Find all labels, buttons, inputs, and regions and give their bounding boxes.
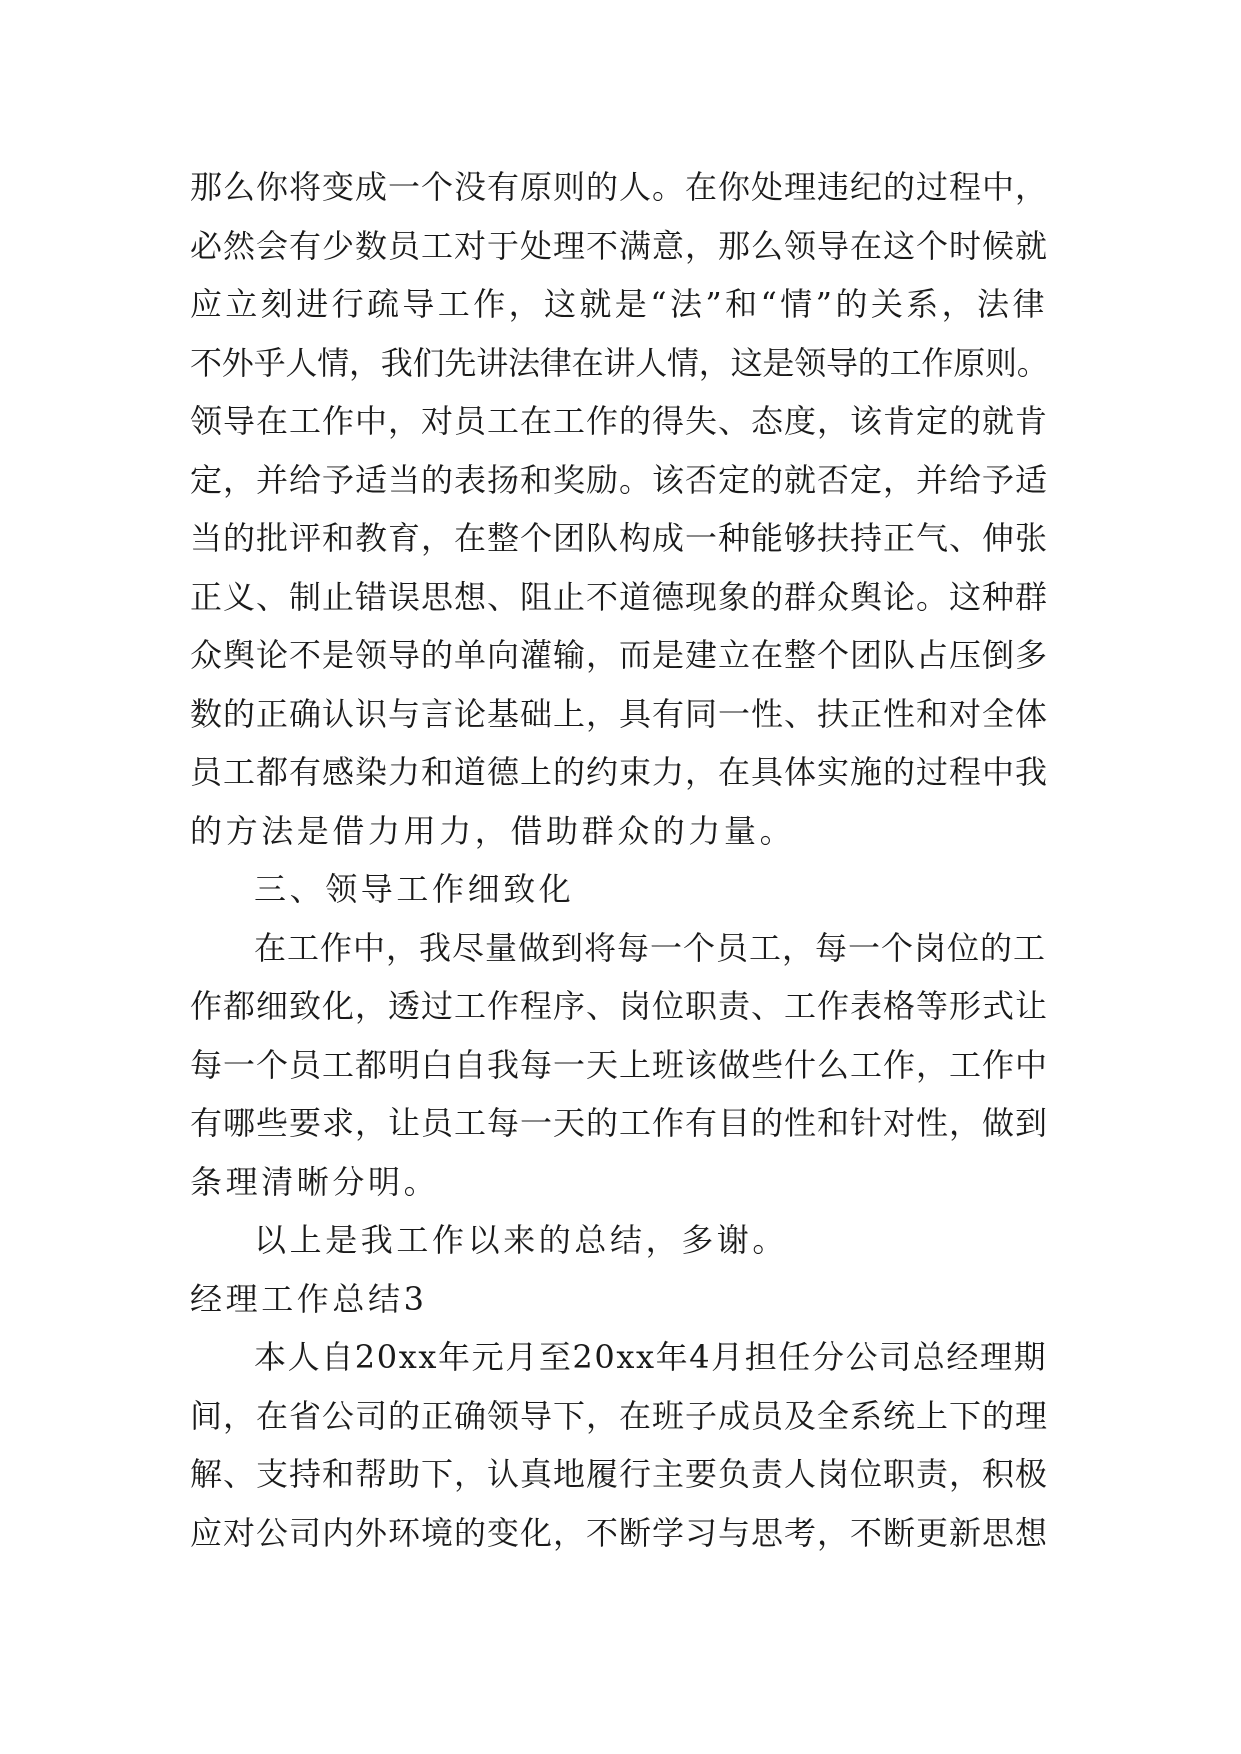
text-line: 数的正确认识与言论基础上，具有同一性、扶正性和对全体 bbox=[190, 694, 1049, 733]
section-heading: 三、领导工作细致化 bbox=[254, 870, 575, 908]
text-line: 条理清晰分明。 bbox=[190, 1162, 440, 1201]
text-line: 众舆论不是领导的单向灌输，而是建立在整个团队占压倒多 bbox=[190, 636, 1049, 674]
text-line: 有哪些要求，让员工每一天的工作有目的性和针对性，做到 bbox=[190, 1104, 1049, 1142]
text-line: 员工都有感染力和道德上的约束力，在具体实施的过程中我 bbox=[190, 753, 1049, 791]
text-line: 每一个员工都明白自我每一天上班该做些什么工作，工作中 bbox=[190, 1045, 1049, 1084]
text-line: 间，在省公司的正确领导下，在班子成员及全系统上下的理 bbox=[190, 1396, 1049, 1435]
text-line: 那么你将变成一个没有原则的人。在你处理违纪的过程中， bbox=[190, 168, 1049, 206]
text-line: 应对公司内外环境的变化，不断学习与思考，不断更新思想 bbox=[190, 1513, 1049, 1552]
text-line: 不外乎人情，我们先讲法律在讲人情，这是领导的工作原则。 bbox=[190, 343, 1049, 382]
text-line: 正义、制止错误思想、阻止不道德现象的群众舆论。这种群 bbox=[190, 577, 1049, 616]
text-line: 本人自20xx年元月至20xx年4月担任分公司总经理期 bbox=[254, 1338, 1048, 1376]
text-line: 定，并给予适当的表扬和奖励。该否定的就否定，并给予适 bbox=[190, 460, 1049, 499]
text-line: 解、支持和帮助下，认真地履行主要负责人岗位职责，积极 bbox=[190, 1455, 1049, 1493]
text-line: 当的批评和教育，在整个团队构成一种能够扶持正气、伸张 bbox=[190, 519, 1049, 557]
text-line: 的方法是借力用力，借助群众的力量。 bbox=[190, 811, 796, 850]
text-line: 必然会有少数员工对于处理不满意，那么领导在这个时候就 bbox=[190, 226, 1049, 265]
document-title: 经理工作总结3 bbox=[190, 1279, 428, 1318]
text-line: 作都细致化，透过工作程序、岗位职责、工作表格等形式让 bbox=[190, 987, 1049, 1025]
text-line: 以上是我工作以来的总结，多谢。 bbox=[254, 1221, 789, 1259]
document-body bbox=[190, 158, 1050, 1562]
text-line: 领导在工作中，对员工在工作的得失、态度，该肯定的就肯 bbox=[190, 402, 1049, 440]
text-line: 应立刻进行疏导工作，这就是“法”和“情”的关系，法律 bbox=[190, 285, 1048, 323]
text-line: 在工作中，我尽量做到将每一个员工，每一个岗位的工 bbox=[254, 928, 1047, 967]
